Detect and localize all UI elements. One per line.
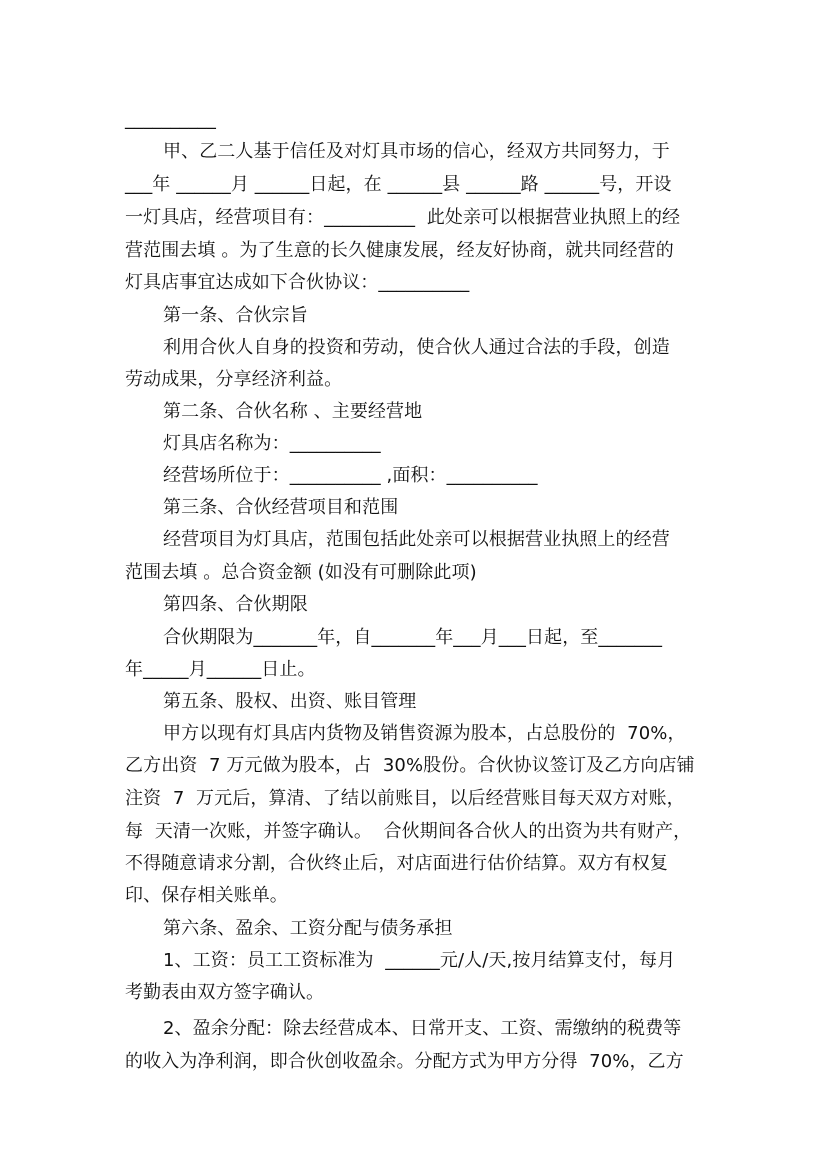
blank-line-top: __________ — [125, 109, 216, 130]
article-1-heading: 第一条、合伙宗旨 — [163, 305, 308, 326]
article-3-line-2: 范围去填 。总合资金额 (如没有可删除此项) — [125, 562, 477, 583]
article-1-line-2: 劳动成果，分享经济利益。 — [125, 369, 343, 390]
article-6-heading: 第六条、盈余、工资分配与债务承担 — [163, 918, 453, 939]
wage-clause-line-2: 考勤表由双方签字确认。 — [125, 982, 325, 1003]
article-4-line-1: 合伙期限为_______年，自_______年___月___日起，至_______ — [163, 627, 663, 648]
paragraph-intro-line-2: ___年 ______月 ______日起，在 ______县 ______路 ______号，开设 — [125, 174, 672, 195]
store-name-line: 灯具店名称为：__________ — [163, 433, 381, 454]
article-4-heading: 第四条、合伙期限 — [163, 594, 308, 615]
paragraph-intro-line-1: 甲、乙二人基于信任及对灯具市场的信心，经双方共同努力，于 — [163, 141, 670, 162]
article-4-line-2: 年_____月______日止。 — [125, 659, 316, 680]
paragraph-intro-line-3: 一灯具店，经营项目有：__________ 此处亲可以根据营业执照上的经 — [125, 207, 681, 228]
paragraph-intro-line-5: 灯具店事宜达成如下合伙协议：__________ — [125, 272, 470, 293]
wage-clause-line-1: 1、工资：员工工资标准为 ______元/人/天,按月结算支付，每月 — [163, 950, 676, 971]
article-5-line-4: 每 天清一次账，并签字确认。 合伙期间各合伙人的出资为共有财产， — [125, 821, 692, 842]
profit-clause-line-2: 的收入为净利润，即合伙创收盈余。分配方式为甲方分得 70%，乙方 — [125, 1051, 684, 1072]
profit-clause-line-1: 2、盈余分配：除去经营成本、日常开支、工资、需缴纳的税费等 — [163, 1018, 682, 1039]
article-3-heading: 第三条、合伙经营项目和范围 — [163, 497, 399, 518]
article-5-line-1: 甲方以现有灯具店内货物及销售资源为股本，占总股份的 70%， — [163, 723, 686, 744]
article-5-heading: 第五条、股权、出资、账目管理 — [163, 691, 417, 712]
article-1-line-1: 利用合伙人自身的投资和劳动，使合伙人通过合法的手段，创造 — [163, 337, 670, 358]
paragraph-intro-line-4: 营范围去填 。为了生意的长久健康发展，经友好协商，就共同经营的 — [125, 240, 674, 261]
article-3-line-1: 经营项目为灯具店，范围包括此处亲可以根据营业执照上的经营 — [163, 529, 670, 550]
article-5-line-3: 注资 7 万元后，算清、了结以前账目，以后经营账目每天双方对账， — [125, 788, 685, 809]
article-5-line-6: 印、保存相关账单。 — [125, 885, 288, 906]
location-area-line: 经营场所位于：__________ ,面积：__________ — [163, 465, 538, 486]
article-2-heading: 第二条、合伙名称 、主要经营地 — [163, 401, 423, 422]
article-5-line-2: 乙方出资 7 万元做为股本，占 30%股份。合伙协议签订及乙方向店铺 — [125, 755, 695, 776]
article-5-line-5: 不得随意请求分割，合伙终止后，对店面进行估价结算。双方有权复 — [125, 853, 668, 874]
